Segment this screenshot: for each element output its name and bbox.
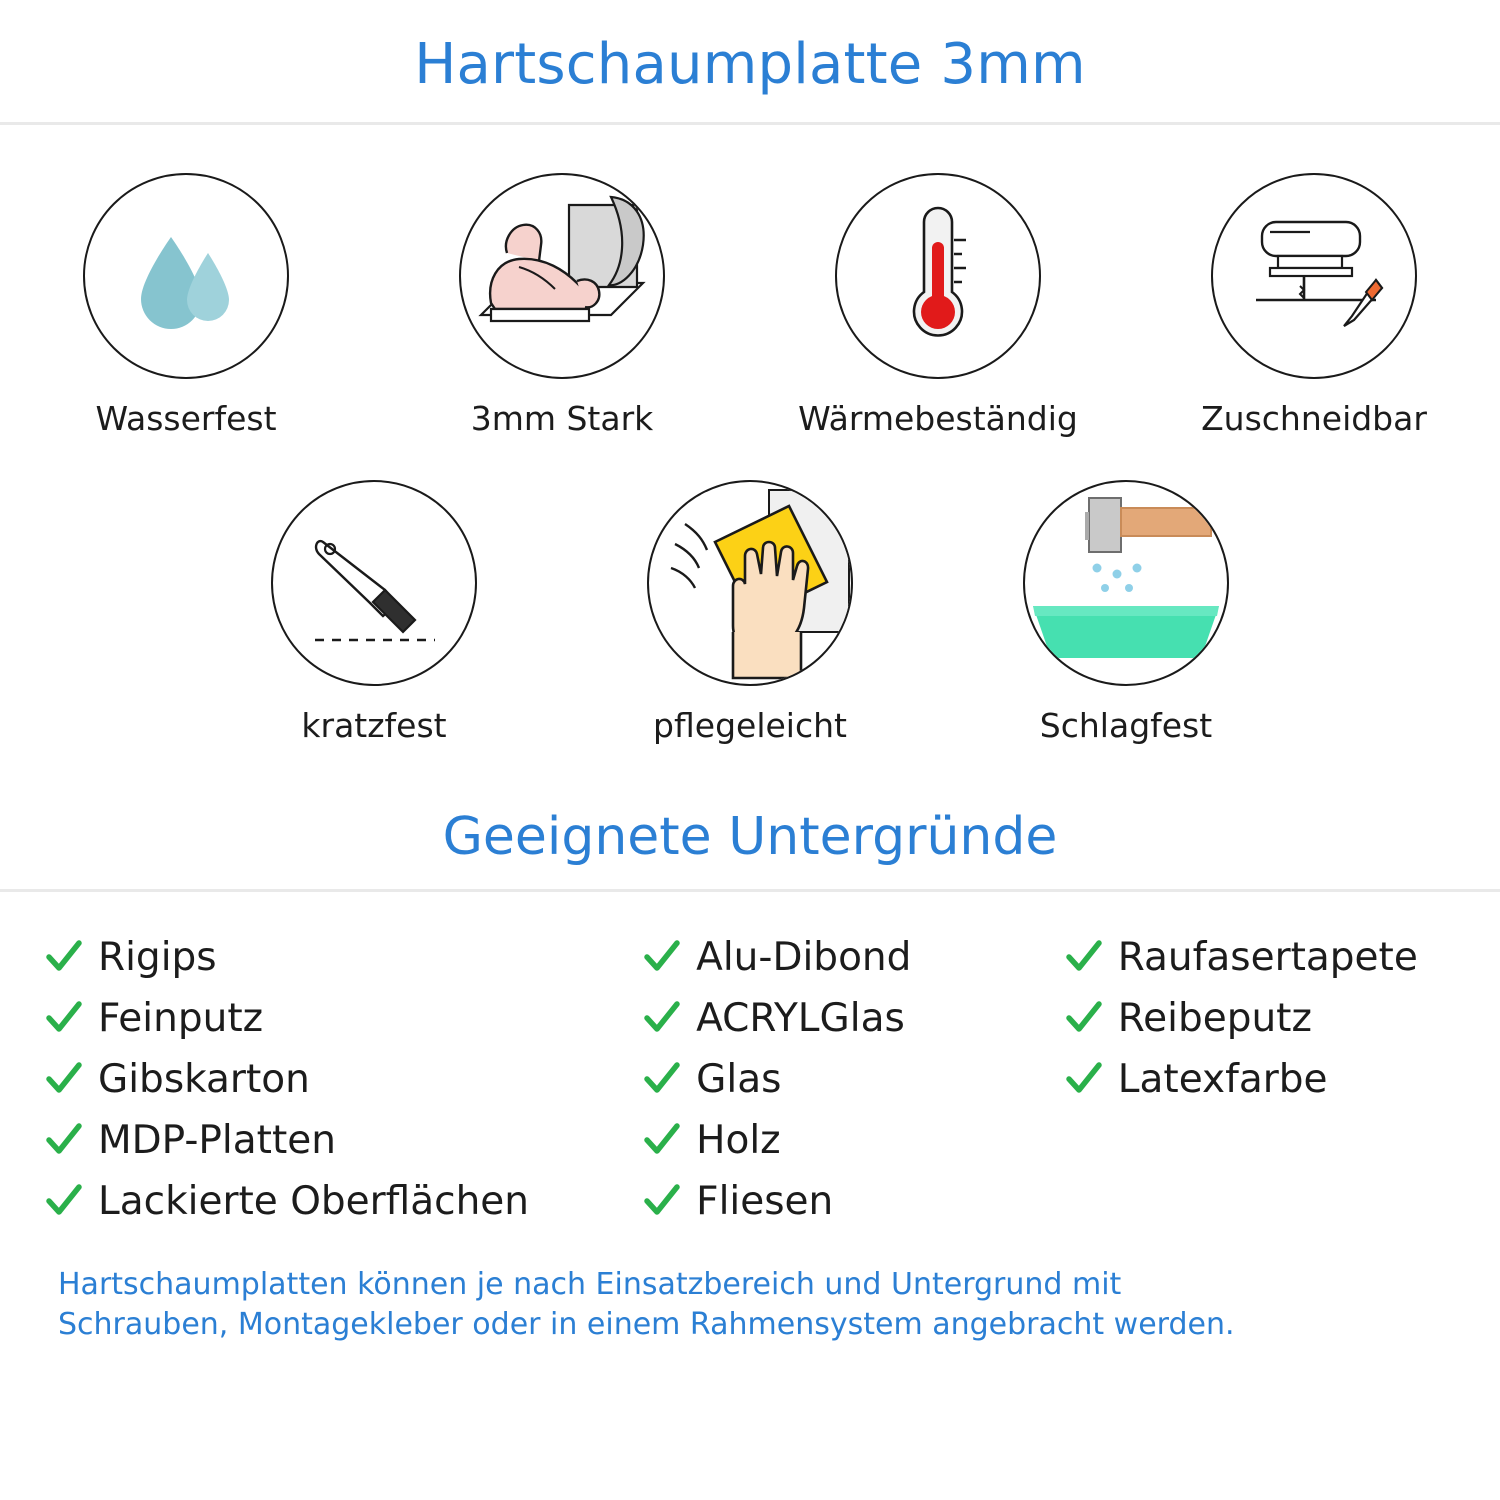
feature-icon-circle	[1211, 173, 1417, 379]
list-item	[1064, 928, 1456, 987]
list-item	[1064, 989, 1456, 1048]
substrate-label: Alu-Dibond	[696, 934, 912, 980]
title-block	[0, 0, 1500, 125]
check-icon	[642, 1059, 682, 1099]
list-item	[44, 1111, 642, 1170]
check-icon	[1064, 1059, 1104, 1099]
feature-label: Zuschneidbar	[1201, 398, 1427, 438]
check-icon	[44, 1059, 84, 1099]
substrate-column-3	[1064, 928, 1456, 1231]
water-drops-icon	[111, 201, 261, 351]
feature-label: 3mm Stark	[470, 398, 654, 438]
substrate-label: Rigips	[98, 934, 217, 980]
check-icon	[1064, 998, 1104, 1038]
check-icon	[44, 1120, 84, 1160]
list-item	[44, 989, 642, 1048]
feature-icon-circle	[271, 480, 477, 686]
list-item	[44, 928, 642, 987]
list-item	[44, 1050, 642, 1109]
features-row-2	[0, 480, 1500, 745]
list-item	[1064, 1050, 1456, 1109]
feature-wasserfest	[46, 173, 326, 438]
check-icon	[642, 937, 682, 977]
substrate-column-1	[44, 928, 642, 1231]
footer-note-line-1: Hartschaumplatten können je nach Einsatzbereich und Untergrund mit	[58, 1266, 1122, 1302]
substrate-label: Reibeputz	[1117, 995, 1312, 1041]
substrate-label: Feinputz	[98, 995, 264, 1041]
list-item	[44, 1172, 642, 1231]
knife-scratch-icon	[289, 498, 459, 668]
substrates-title: Geeignete Untergründe	[442, 806, 1058, 867]
feature-3mm-stark	[422, 173, 702, 438]
substrate-label: Raufasertapete	[1117, 934, 1418, 980]
feature-label: kratzfest	[301, 705, 447, 745]
substrate-label: Fliesen	[696, 1178, 834, 1224]
list-item	[642, 989, 1064, 1048]
substrate-label: Lackierte Oberflächen	[98, 1178, 530, 1224]
substrate-label: Glas	[696, 1056, 782, 1102]
list-item	[642, 1172, 1064, 1231]
list-item	[642, 928, 1064, 987]
footer-note	[0, 1265, 1500, 1345]
hammer-impact-icon	[1025, 482, 1227, 684]
check-icon	[44, 937, 84, 977]
features-row-1	[0, 173, 1500, 438]
feature-schlagfest	[986, 480, 1266, 745]
footer-note-line-2: Schrauben, Montagekleber oder in einem Rahmensystem angebracht werden.	[58, 1306, 1235, 1342]
check-icon	[642, 998, 682, 1038]
list-item	[642, 1111, 1064, 1170]
feature-zuschneidbar	[1174, 173, 1454, 438]
list-item	[642, 1050, 1064, 1109]
feature-label: Wärmebeständig	[798, 398, 1078, 438]
substrate-label: Gibskarton	[98, 1056, 310, 1102]
substrate-label: Holz	[696, 1117, 781, 1163]
feature-icon-circle	[647, 480, 853, 686]
feature-waermebestaendig	[798, 173, 1078, 438]
thermometer-icon	[858, 196, 1018, 356]
check-icon	[44, 998, 84, 1038]
feature-icon-circle	[459, 173, 665, 379]
substrates-title-block	[0, 807, 1500, 892]
page-title: Hartschaumplatte 3mm	[414, 32, 1086, 97]
feature-label: Wasserfest	[95, 398, 277, 438]
features-section	[0, 125, 1500, 745]
check-icon	[44, 1181, 84, 1221]
check-icon	[1064, 937, 1104, 977]
hand-cloth-icon	[649, 482, 851, 684]
feature-pflegeleicht	[610, 480, 890, 745]
check-icon	[642, 1120, 682, 1160]
substrate-column-2	[642, 928, 1064, 1231]
feature-label: Schlagfest	[1039, 705, 1213, 745]
feature-kratzfest	[234, 480, 514, 745]
feature-icon-circle	[835, 173, 1041, 379]
feature-icon-circle	[83, 173, 289, 379]
check-icon	[642, 1181, 682, 1221]
substrates-section	[0, 892, 1500, 1231]
feature-icon-circle	[1023, 480, 1229, 686]
substrate-label: ACRYLGlas	[696, 995, 905, 1041]
strong-arm-icon	[461, 175, 663, 377]
substrate-label: Latexfarbe	[1117, 1056, 1328, 1102]
jigsaw-cutter-icon	[1226, 188, 1402, 364]
feature-label: pflegeleicht	[653, 705, 847, 745]
substrate-label: MDP-Platten	[98, 1117, 336, 1163]
